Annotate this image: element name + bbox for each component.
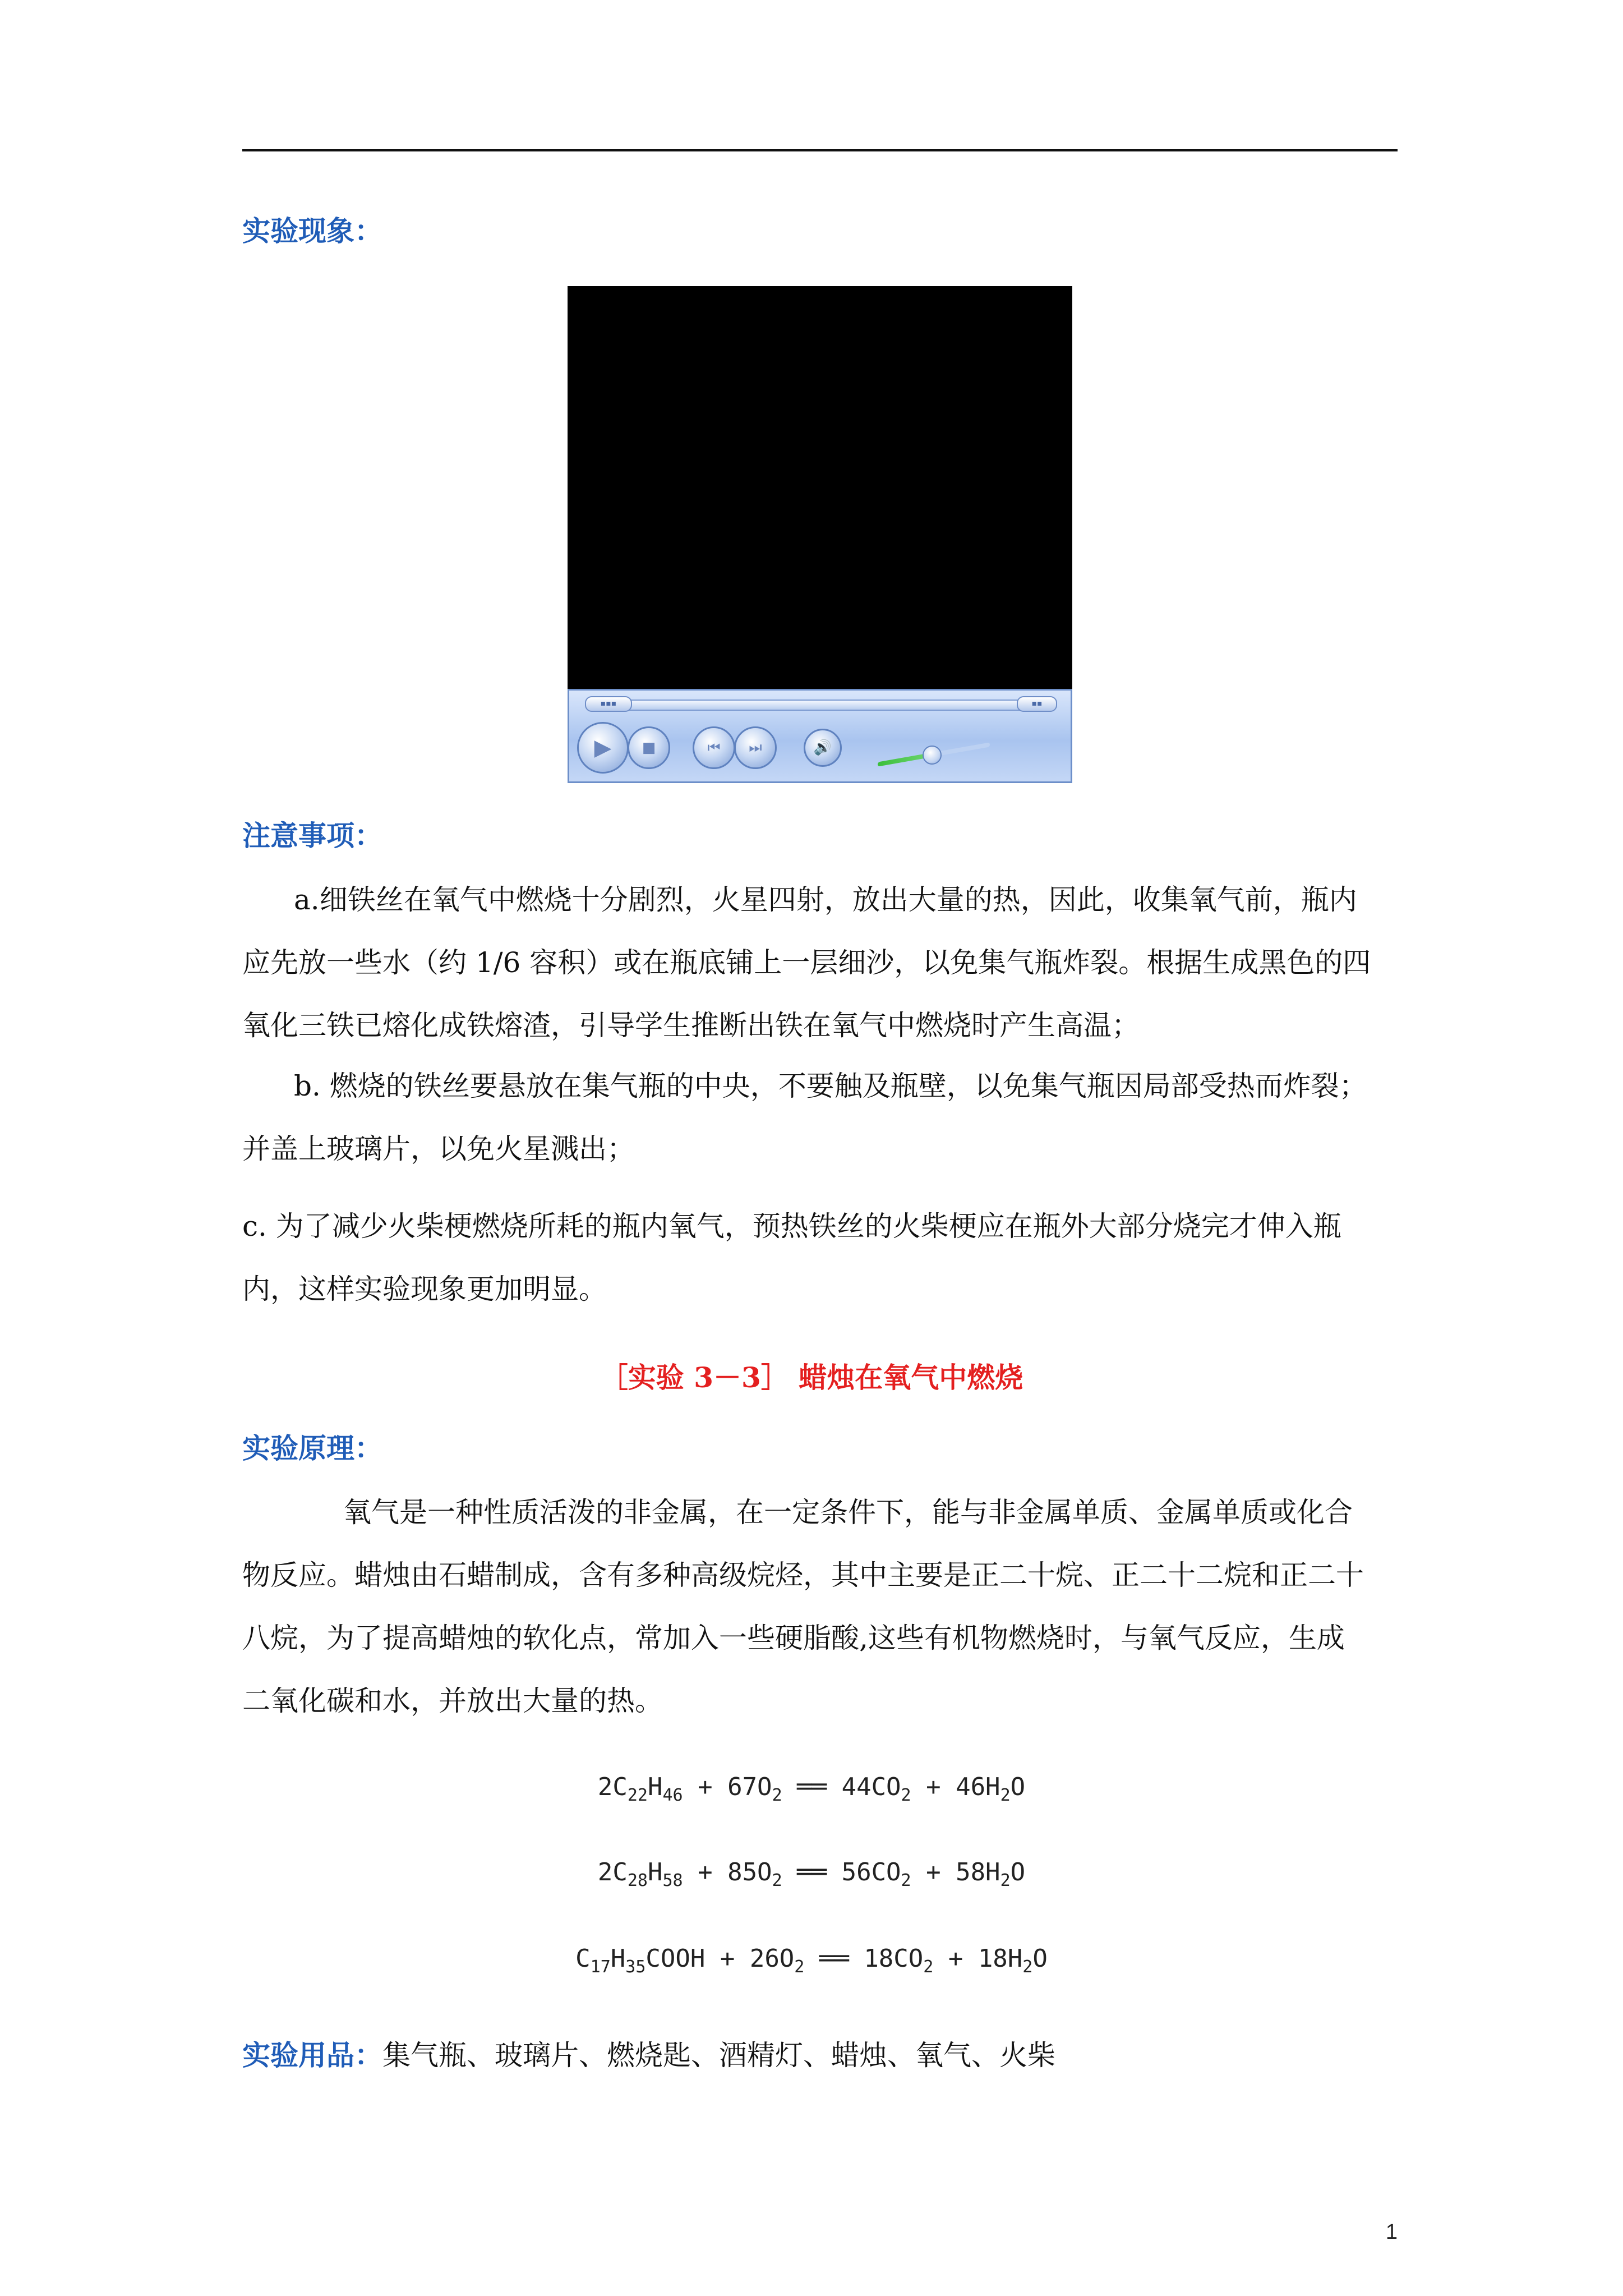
equation-3: $C_{17}H_{35}COOH + 26O_2$ ══ $18CO_2 + 18H_2O$ (575, 1944, 1048, 1977)
volume-icon[interactable]: 🔊 (804, 729, 842, 767)
note-c (242, 1195, 1398, 1320)
principle-line: 八烷，为了提高蜡烛的软化点，常加入一些硬脂酸,这些有机物燃烧时，与氧气反应，生成 (242, 1622, 1345, 1654)
page-number: 1 (1385, 2220, 1398, 2244)
note-c-line: c. 为了减少火柴梗燃烧所耗的瓶内氧气，预热铁丝的火柴梗应在瓶外大部分烧完才伸入瓶 (242, 1210, 1341, 1243)
previous-icon[interactable]: ⏮ (693, 726, 735, 769)
note-a-line: 应先放一些水（约 1/6 容积）或在瓶底铺上一层细沙，以免集气瓶炸裂。根据生成黑色的四 (242, 946, 1371, 979)
experiment-title: ［实验 3－3］ 蜡烛在氧气中燃烧 (600, 1361, 1023, 1394)
note-b (242, 1055, 1398, 1180)
equation-1: $2C_{22}H_{46} + 67O_2$ ══ $44CO_2 + 46H_2O$ (597, 1773, 1026, 1805)
header-rule (242, 149, 1398, 151)
next-icon[interactable]: ⏭ (734, 726, 777, 769)
note-a (242, 868, 1398, 1057)
video-player[interactable] (568, 286, 1072, 783)
video-screen[interactable] (568, 286, 1072, 689)
note-a-line: a.细铁丝在氧气中燃烧十分剧烈，火星四射，放出大量的热，因此，收集氧气前，瓶内 (294, 884, 1357, 916)
materials-line (242, 2039, 1055, 2072)
heading-phenomenon: 实验现象： (242, 214, 382, 247)
principle-paragraph (242, 1481, 1398, 1732)
volume-knob[interactable] (923, 746, 942, 765)
stop-icon[interactable]: ■ (628, 726, 670, 769)
materials-items: 集气瓶、玻璃片、燃烧匙、酒精灯、蜡烛、氧气、火柴 (382, 2039, 1055, 2072)
heading-principle: 实验原理： (242, 1432, 382, 1465)
layout-pill-icon[interactable]: ▪▪ (1017, 696, 1057, 712)
materials-label: 实验用品： (242, 2039, 382, 2072)
principle-line: 氧气是一种性质活泼的非金属，在一定条件下，能与非金属单质、金属单质或化合 (343, 1496, 1353, 1529)
equation-2: $2C_{28}H_{58} + 85O_2$ ══ $56CO_2 + 58H_2O$ (597, 1858, 1026, 1890)
seek-bar[interactable] (589, 700, 1055, 711)
player-controls (568, 689, 1072, 783)
note-c-line: 内，这样实验现象更加明显。 (242, 1273, 607, 1305)
heading-notes: 注意事项： (242, 819, 382, 852)
note-b-line: 并盖上玻璃片，以免火星溅出； (242, 1133, 635, 1165)
principle-line: 二氧化碳和水，并放出大量的热。 (242, 1685, 663, 1717)
note-a-line: 氧化三铁已熔化成铁熔渣，引导学生推断出铁在氧气中燃烧时产生高温； (242, 1009, 1140, 1042)
note-b-line: b. 燃烧的铁丝要悬放在集气瓶的中央，不要触及瓶壁，以免集气瓶因局部受热而炸裂； (294, 1070, 1367, 1102)
principle-line: 物反应。蜡烛由石蜡制成，含有多种高级烷烃，其中主要是正二十烷、正二十二烷和正二十 (242, 1559, 1364, 1591)
play-icon[interactable]: ▶ (577, 722, 629, 774)
status-pill-icon[interactable]: ▪▪▪ (585, 696, 632, 712)
